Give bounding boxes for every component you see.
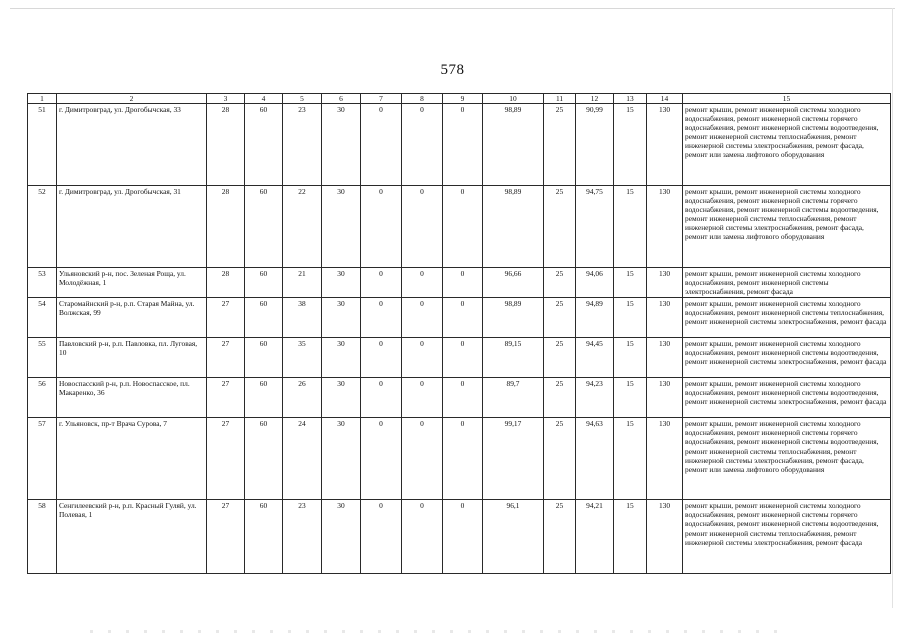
value-cell: 21 bbox=[283, 268, 322, 298]
value-cell: 30 bbox=[322, 338, 361, 378]
column-header: 14 bbox=[647, 94, 683, 104]
column-header: 1 bbox=[28, 94, 57, 104]
column-header: 6 bbox=[322, 94, 361, 104]
value-cell: 23 bbox=[283, 500, 322, 574]
works-cell: ремонт крыши, ремонт инженерной системы холодного водоснабжения, ремонт инженерной системы горячего водоснабжения, ремонт инженерной системы водоотведения, ремонт инженерной системы теплоснабжения, ремонт инженерной системы электроснабжения, ремонт фасада bbox=[683, 500, 891, 574]
table-row bbox=[28, 298, 891, 338]
value-cell: 35 bbox=[283, 338, 322, 378]
row-number: 53 bbox=[28, 268, 57, 298]
value-cell: 0 bbox=[402, 186, 443, 268]
value-cell: 94,89 bbox=[576, 298, 614, 338]
value-cell: 60 bbox=[245, 268, 283, 298]
column-header: 10 bbox=[483, 94, 544, 104]
column-header: 8 bbox=[402, 94, 443, 104]
value-cell: 27 bbox=[207, 298, 245, 338]
value-cell: 27 bbox=[207, 418, 245, 500]
works-cell: ремонт крыши, ремонт инженерной системы холодного водоснабжения, ремонт инженерной системы электроснабжения, ремонт фасада bbox=[683, 268, 891, 298]
value-cell: 94,06 bbox=[576, 268, 614, 298]
address-cell: г. Димитровград, ул. Дрогобычская, 31 bbox=[57, 186, 207, 268]
value-cell: 0 bbox=[402, 378, 443, 418]
address-cell: Старомайнский р-н, р.п. Старая Майна, ул. Волжская, 99 bbox=[57, 298, 207, 338]
value-cell: 27 bbox=[207, 378, 245, 418]
value-cell: 0 bbox=[402, 298, 443, 338]
value-cell: 0 bbox=[443, 378, 483, 418]
value-cell: 130 bbox=[647, 268, 683, 298]
register-table bbox=[27, 93, 891, 574]
value-cell: 0 bbox=[361, 418, 402, 500]
value-cell: 24 bbox=[283, 418, 322, 500]
value-cell: 30 bbox=[322, 298, 361, 338]
column-header: 13 bbox=[614, 94, 647, 104]
value-cell: 94,63 bbox=[576, 418, 614, 500]
value-cell: 30 bbox=[322, 186, 361, 268]
value-cell: 0 bbox=[443, 418, 483, 500]
value-cell: 0 bbox=[443, 268, 483, 298]
column-header: 9 bbox=[443, 94, 483, 104]
column-header: 12 bbox=[576, 94, 614, 104]
value-cell: 130 bbox=[647, 186, 683, 268]
column-header: 5 bbox=[283, 94, 322, 104]
works-cell: ремонт крыши, ремонт инженерной системы холодного водоснабжения, ремонт инженерной системы горячего водоснабжения, ремонт инженерной системы водоотведения, ремонт инженерной системы теплоснабжения, ремонт инженерной системы электроснабжения, ремонт фасада, ремонт или замена лифтового оборудования bbox=[683, 104, 891, 186]
value-cell: 23 bbox=[283, 104, 322, 186]
value-cell: 15 bbox=[614, 500, 647, 574]
value-cell: 0 bbox=[361, 104, 402, 186]
row-number: 51 bbox=[28, 104, 57, 186]
value-cell: 90,99 bbox=[576, 104, 614, 186]
row-number: 57 bbox=[28, 418, 57, 500]
value-cell: 15 bbox=[614, 186, 647, 268]
value-cell: 0 bbox=[402, 104, 443, 186]
table-row bbox=[28, 338, 891, 378]
works-cell: ремонт крыши, ремонт инженерной системы холодного водоснабжения, ремонт инженерной системы горячего водоснабжения, ремонт инженерной системы водоотведения, ремонт инженерной системы теплоснабжения, ремонт инженерной системы электроснабжения, ремонт фасада, ремонт или замена лифтового оборудования bbox=[683, 418, 891, 500]
value-cell: 28 bbox=[207, 268, 245, 298]
value-cell: 0 bbox=[361, 338, 402, 378]
value-cell: 0 bbox=[361, 298, 402, 338]
value-cell: 28 bbox=[207, 186, 245, 268]
scan-edge-right bbox=[892, 8, 893, 608]
value-cell: 15 bbox=[614, 418, 647, 500]
value-cell: 15 bbox=[614, 338, 647, 378]
value-cell: 26 bbox=[283, 378, 322, 418]
address-cell: Ульяновский р-н, пос. Зеленая Роща, ул. Молодёжная, 1 bbox=[57, 268, 207, 298]
table-header-row bbox=[28, 94, 891, 104]
value-cell: 25 bbox=[544, 186, 576, 268]
table-row bbox=[28, 268, 891, 298]
value-cell: 94,75 bbox=[576, 186, 614, 268]
value-cell: 30 bbox=[322, 378, 361, 418]
row-number: 54 bbox=[28, 298, 57, 338]
value-cell: 60 bbox=[245, 418, 283, 500]
value-cell: 130 bbox=[647, 338, 683, 378]
scan-noise bbox=[90, 630, 790, 633]
table-row bbox=[28, 378, 891, 418]
value-cell: 30 bbox=[322, 104, 361, 186]
value-cell: 30 bbox=[322, 268, 361, 298]
value-cell: 22 bbox=[283, 186, 322, 268]
works-cell: ремонт крыши, ремонт инженерной системы холодного водоснабжения, ремонт инженерной системы горячего водоснабжения, ремонт инженерной системы водоотведения, ремонт инженерной системы теплоснабжения, ремонт инженерной системы электроснабжения, ремонт фасада, ремонт или замена лифтового оборудования bbox=[683, 186, 891, 268]
value-cell: 60 bbox=[245, 298, 283, 338]
value-cell: 15 bbox=[614, 298, 647, 338]
table-row bbox=[28, 418, 891, 500]
value-cell: 96,1 bbox=[483, 500, 544, 574]
value-cell: 60 bbox=[245, 338, 283, 378]
page-number: 578 bbox=[440, 62, 465, 78]
value-cell: 94,23 bbox=[576, 378, 614, 418]
value-cell: 25 bbox=[544, 268, 576, 298]
column-header: 7 bbox=[361, 94, 402, 104]
value-cell: 38 bbox=[283, 298, 322, 338]
value-cell: 89,15 bbox=[483, 338, 544, 378]
value-cell: 30 bbox=[322, 418, 361, 500]
value-cell: 0 bbox=[443, 500, 483, 574]
value-cell: 0 bbox=[402, 268, 443, 298]
value-cell: 0 bbox=[402, 338, 443, 378]
value-cell: 25 bbox=[544, 104, 576, 186]
row-number: 52 bbox=[28, 186, 57, 268]
value-cell: 98,89 bbox=[483, 186, 544, 268]
value-cell: 0 bbox=[361, 186, 402, 268]
value-cell: 0 bbox=[361, 378, 402, 418]
value-cell: 60 bbox=[245, 500, 283, 574]
value-cell: 99,17 bbox=[483, 418, 544, 500]
value-cell: 130 bbox=[647, 418, 683, 500]
column-header: 4 bbox=[245, 94, 283, 104]
table-row bbox=[28, 500, 891, 574]
value-cell: 27 bbox=[207, 338, 245, 378]
value-cell: 98,89 bbox=[483, 298, 544, 338]
value-cell: 60 bbox=[245, 378, 283, 418]
value-cell: 60 bbox=[245, 104, 283, 186]
table-row bbox=[28, 104, 891, 186]
value-cell: 25 bbox=[544, 338, 576, 378]
column-header: 3 bbox=[207, 94, 245, 104]
value-cell: 0 bbox=[443, 186, 483, 268]
table-body bbox=[28, 104, 891, 574]
value-cell: 0 bbox=[361, 268, 402, 298]
value-cell: 25 bbox=[544, 500, 576, 574]
row-number: 56 bbox=[28, 378, 57, 418]
value-cell: 15 bbox=[614, 104, 647, 186]
value-cell: 130 bbox=[647, 104, 683, 186]
value-cell: 96,66 bbox=[483, 268, 544, 298]
address-cell: г. Ульяновск, пр-т Врача Сурова, 7 bbox=[57, 418, 207, 500]
value-cell: 28 bbox=[207, 104, 245, 186]
works-cell: ремонт крыши, ремонт инженерной системы холодного водоснабжения, ремонт инженерной системы водоотведения, ремонт инженерной системы электроснабжения, ремонт фасада bbox=[683, 338, 891, 378]
column-header: 2 bbox=[57, 94, 207, 104]
value-cell: 94,45 bbox=[576, 338, 614, 378]
value-cell: 130 bbox=[647, 500, 683, 574]
value-cell: 0 bbox=[361, 500, 402, 574]
value-cell: 0 bbox=[443, 338, 483, 378]
value-cell: 15 bbox=[614, 268, 647, 298]
value-cell: 0 bbox=[402, 500, 443, 574]
value-cell: 98,89 bbox=[483, 104, 544, 186]
value-cell: 27 bbox=[207, 500, 245, 574]
works-cell: ремонт крыши, ремонт инженерной системы холодного водоснабжения, ремонт инженерной системы теплоснабжения, ремонт инженерной системы электроснабжения, ремонт фасада bbox=[683, 298, 891, 338]
column-header: 15 bbox=[683, 94, 891, 104]
table-row bbox=[28, 186, 891, 268]
column-header: 11 bbox=[544, 94, 576, 104]
works-cell: ремонт крыши, ремонт инженерной системы холодного водоснабжения, ремонт инженерной системы водоотведения, ремонт инженерной системы электроснабжения, ремонт фасада bbox=[683, 378, 891, 418]
value-cell: 94,21 bbox=[576, 500, 614, 574]
value-cell: 0 bbox=[443, 104, 483, 186]
value-cell: 25 bbox=[544, 418, 576, 500]
address-cell: г. Димитровград, ул. Дрогобычская, 33 bbox=[57, 104, 207, 186]
value-cell: 25 bbox=[544, 378, 576, 418]
address-cell: Павловский р-н, р.п. Павловка, пл. Луговая, 10 bbox=[57, 338, 207, 378]
value-cell: 15 bbox=[614, 378, 647, 418]
value-cell: 0 bbox=[402, 418, 443, 500]
value-cell: 30 bbox=[322, 500, 361, 574]
value-cell: 130 bbox=[647, 298, 683, 338]
value-cell: 89,7 bbox=[483, 378, 544, 418]
value-cell: 0 bbox=[443, 298, 483, 338]
value-cell: 25 bbox=[544, 298, 576, 338]
row-number: 55 bbox=[28, 338, 57, 378]
address-cell: Сенгилеевский р-н, р.п. Красный Гуляй, ул. Полевая, 1 bbox=[57, 500, 207, 574]
address-cell: Новоспасский р-н, р.п. Новоспасское, пл. Макаренко, 36 bbox=[57, 378, 207, 418]
value-cell: 130 bbox=[647, 378, 683, 418]
value-cell: 60 bbox=[245, 186, 283, 268]
row-number: 58 bbox=[28, 500, 57, 574]
scan-edge-top bbox=[10, 8, 895, 9]
